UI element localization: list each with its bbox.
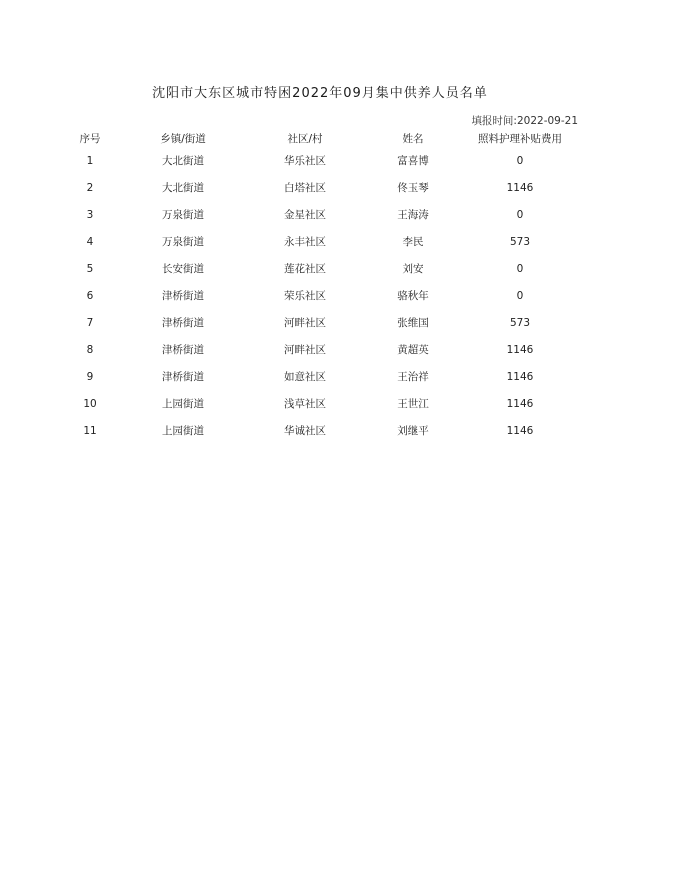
cell-subsidy: 0	[516, 290, 524, 302]
cell-index: 11	[83, 425, 97, 437]
header-town: 乡镇/街道	[160, 133, 206, 145]
cell-subsidy: 0	[516, 155, 524, 167]
cell-town: 万泉街道	[162, 236, 204, 248]
cell-name: 王治祥	[397, 371, 429, 383]
cell-name: 王海涛	[397, 209, 429, 221]
header-community: 社区/村	[287, 133, 323, 145]
cell-subsidy: 1146	[506, 398, 534, 410]
cell-town: 上园街道	[162, 425, 204, 437]
cell-name: 刘继平	[397, 425, 429, 437]
cell-name: 刘安	[402, 263, 424, 275]
cell-community: 永丰社区	[284, 236, 326, 248]
table-header-row	[0, 130, 680, 152]
cell-subsidy: 573	[509, 317, 531, 329]
cell-town: 津桥街道	[162, 371, 204, 383]
table-row	[0, 287, 680, 314]
cell-index: 7	[86, 317, 94, 329]
cell-name: 富喜博	[397, 155, 429, 167]
cell-subsidy: 1146	[506, 344, 534, 356]
cell-town: 津桥街道	[162, 344, 204, 356]
cell-index: 3	[86, 209, 94, 221]
cell-town: 津桥街道	[162, 290, 204, 302]
table-row	[0, 206, 680, 233]
table-row	[0, 368, 680, 395]
cell-index: 2	[86, 182, 94, 194]
cell-index: 4	[86, 236, 94, 248]
cell-index: 1	[86, 155, 94, 167]
cell-name: 王世江	[397, 398, 429, 410]
cell-town: 津桥街道	[162, 317, 204, 329]
header-index: 序号	[79, 133, 101, 145]
header-name: 姓名	[402, 133, 424, 145]
cell-town: 大北街道	[162, 155, 204, 167]
table-row	[0, 152, 680, 179]
table-row	[0, 314, 680, 341]
table-row	[0, 233, 680, 260]
cell-name: 骆秋年	[397, 290, 429, 302]
cell-index: 8	[86, 344, 94, 356]
cell-community: 荣乐社区	[284, 290, 326, 302]
cell-subsidy: 573	[509, 236, 531, 248]
cell-index: 6	[86, 290, 94, 302]
table-body	[0, 152, 680, 449]
cell-index: 5	[86, 263, 94, 275]
cell-subsidy: 1146	[506, 371, 534, 383]
cell-community: 金星社区	[284, 209, 326, 221]
cell-subsidy: 0	[516, 263, 524, 275]
cell-community: 如意社区	[284, 371, 326, 383]
document-title: 沈阳市大东区城市特困2022年09月集中供养人员名单	[152, 86, 488, 101]
table-row	[0, 179, 680, 206]
cell-community: 浅草社区	[284, 398, 326, 410]
fill-date: 填报时间:2022-09-21	[471, 115, 578, 127]
cell-community: 白塔社区	[284, 182, 326, 194]
cell-index: 9	[86, 371, 94, 383]
table-row	[0, 260, 680, 287]
table-row	[0, 395, 680, 422]
cell-subsidy: 1146	[506, 182, 534, 194]
cell-town: 万泉街道	[162, 209, 204, 221]
cell-name: 李民	[402, 236, 424, 248]
personnel-table	[0, 130, 680, 449]
cell-index: 10	[83, 398, 97, 410]
cell-name: 张维国	[397, 317, 429, 329]
cell-town: 大北街道	[162, 182, 204, 194]
table-row	[0, 341, 680, 368]
cell-town: 长安街道	[162, 263, 204, 275]
cell-community: 莲花社区	[284, 263, 326, 275]
header-subsidy: 照料护理补贴费用	[478, 133, 562, 145]
cell-subsidy: 0	[516, 209, 524, 221]
cell-community: 华诚社区	[284, 425, 326, 437]
cell-name: 黄超英	[397, 344, 429, 356]
cell-name: 佟玉琴	[397, 182, 429, 194]
cell-town: 上园街道	[162, 398, 204, 410]
cell-community: 河畔社区	[284, 317, 326, 329]
cell-community: 河畔社区	[284, 344, 326, 356]
cell-community: 华乐社区	[284, 155, 326, 167]
cell-subsidy: 1146	[506, 425, 534, 437]
table-row	[0, 422, 680, 449]
